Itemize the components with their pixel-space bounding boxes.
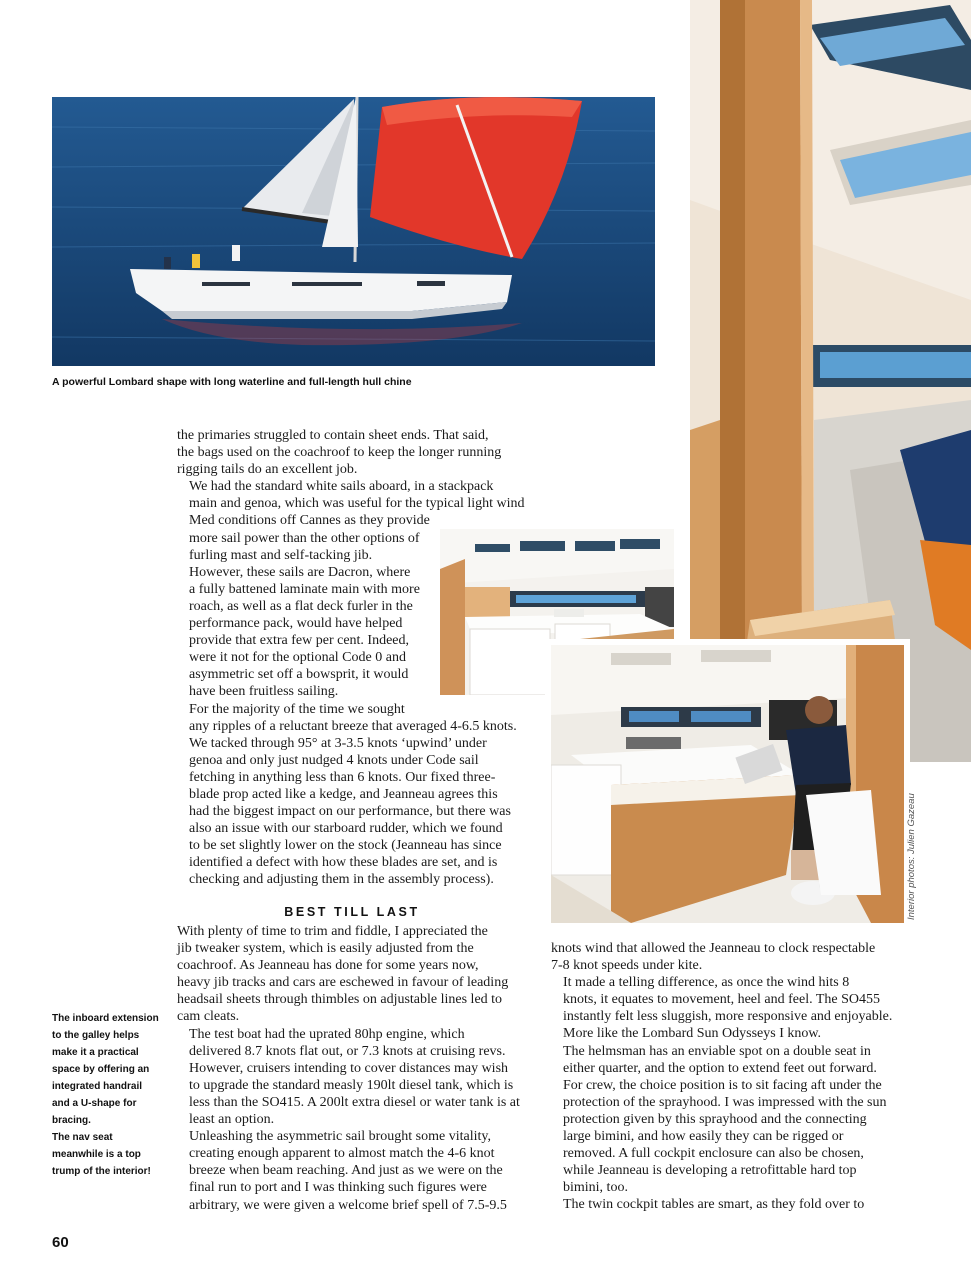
text-line: The test boat had the uprated 80hp engine, which [189, 1026, 465, 1042]
text-line: More like the Lombard Sun Odysseys I know. [563, 1026, 822, 1042]
article-paragraph [177, 1026, 537, 1129]
text-line: We tacked through 95° at 3-3.5 knots ‘upwind’ under [189, 735, 487, 751]
text-line: For crew, the choice position is to sit facing aft under the [563, 1077, 882, 1093]
text-line: provide that extra few per cent. Indeed, [189, 633, 410, 649]
text-line: It made a telling difference, as once the wind hits 8 [563, 975, 850, 991]
article-paragraph [177, 564, 537, 701]
article-paragraph [551, 974, 911, 1042]
side-caption [52, 1010, 160, 1180]
text-line: also an issue with our starboard rudder, which we found [189, 821, 503, 837]
text-line: However, these sails are Dacron, where [189, 564, 411, 580]
article-paragraph [177, 923, 537, 1026]
text-line: The twin cockpit tables are smart, as they fold over to [563, 1197, 865, 1213]
text-line: identified a defect with how these blades are set, and is [189, 855, 498, 871]
article-paragraph [177, 478, 537, 563]
article-paragraph [551, 1196, 911, 1213]
text-line: protection of the sprayhood. I was impressed with the sun [563, 1094, 887, 1110]
text-line: With plenty of time to trim and fiddle, I appreciated the [177, 924, 488, 939]
text-line: delivered 8.7 knots flat out, or 7.3 knots at cruising revs. [189, 1043, 506, 1059]
text-line: the bags used on the coachroof to keep the longer running [177, 445, 502, 461]
article-paragraph [551, 940, 911, 974]
text-line: jib tweaker system, which is easily adjusted from the [177, 941, 474, 957]
text-line: bimini, too. [563, 1180, 628, 1196]
text-line: breeze when beam reaching. And just as we were on the [189, 1163, 503, 1179]
text-line: large bimini, and how easily they can be rigged or [563, 1129, 844, 1145]
text-line: knots, it equates to movement, heel and feel. The SO455 [563, 992, 881, 1008]
text-line: 7-8 knot speeds under kite. [551, 958, 703, 974]
photo-credit: Interior photos: Julien Gazeau [906, 793, 917, 920]
text-line: asymmetric set off a bowsprit, it would [189, 667, 409, 683]
text-line: main and genoa, which was useful for the typical light wind [189, 496, 525, 512]
text-line: the primaries struggled to contain sheet ends. That said, [177, 428, 489, 443]
text-line: a fully battened laminate main with more [189, 581, 420, 597]
text-line: were it not for the optional Code 0 and [189, 650, 406, 666]
text-line: rigging tails do an excellent job. [177, 462, 358, 478]
side-caption-line: The nav seat meanwhile is a top trump of the interior! [52, 1132, 151, 1177]
text-line: headsail sheets through thimbles on adjustable lines led to [177, 992, 503, 1008]
page-number: 60 [52, 1234, 69, 1251]
photo-caption: A powerful Lombard shape with long waterline and full-length hull chine [52, 376, 412, 388]
text-line: instantly felt less sluggish, more responsive and enjoyable. [563, 1009, 893, 1025]
article-paragraph [551, 1043, 911, 1197]
nav-station-photo [551, 645, 904, 923]
text-line: genoa and only just nudged 4 knots under Code sail [189, 752, 479, 768]
article-column-c [551, 940, 911, 1214]
text-line: performance pack, would have helped [189, 616, 403, 632]
text-line: cam cleats. [177, 1009, 240, 1025]
article-paragraph [177, 1128, 537, 1213]
text-line: furling mast and self-tacking jib. [189, 547, 373, 563]
text-line: any ripples of a reluctant breeze that averaged 4-6.5 knots. [189, 718, 517, 734]
text-line: removed. A full cockpit enclosure can also be chosen, [563, 1146, 864, 1162]
text-line: have been fruitless sailing. [189, 684, 339, 700]
text-line: final run to port and I was thinking such figures were [189, 1180, 487, 1196]
text-line: less than the SO415. A 200lt extra diesel or water tank is at [189, 1094, 520, 1110]
text-line: more sail power than the other options of [189, 530, 420, 546]
text-line: heavy jib tracks and cars are eschewed in favour of leading [177, 975, 509, 991]
text-line: while Jeanneau is developing a retrofittable hard top [563, 1163, 857, 1179]
text-line: blade prop acted like a kedge, and Jeanneau agrees this [189, 786, 498, 802]
article-paragraph [177, 701, 537, 889]
sailing-photo [52, 97, 655, 366]
text-line: We had the standard white sails aboard, in a stackpack [189, 479, 494, 495]
text-line: protection given by this sprayhood and the connecting [563, 1111, 867, 1127]
text-line: For the majority of the time we sought [189, 701, 405, 717]
text-line: knots wind that allowed the Jeanneau to clock respectable [551, 941, 876, 956]
text-line: either quarter, and the option to extend feet out forward. [563, 1060, 877, 1076]
section-heading: BEST TILL LAST [284, 905, 420, 919]
article-column-b [177, 923, 537, 1214]
text-line: fetching in anything less than 6 knots. Our fixed three- [189, 769, 496, 785]
text-line: Med conditions off Cannes as they provide [189, 513, 430, 529]
text-line: least an option. [189, 1112, 275, 1128]
text-line: However, cruisers intending to cover distances may wish [189, 1060, 509, 1076]
text-line: had the biggest impact on our performance, but there was [189, 804, 511, 820]
text-line: arbitrary, we were given a welcome brief spell of 7.5-9.5 [189, 1197, 507, 1213]
text-line: roach, as well as a flat deck furler in the [189, 598, 413, 614]
text-line: checking and adjusting them in the assembly process). [189, 872, 494, 888]
text-line: Unleashing the asymmetric sail brought some vitality, [189, 1129, 491, 1145]
text-line: to be set slightly lower on the stock (Jeanneau has since [189, 838, 502, 854]
text-line: coachroof. As Jeanneau has done for some years now, [177, 958, 479, 974]
text-line: to upgrade the standard measly 190lt diesel tank, which is [189, 1077, 514, 1093]
text-line: The helmsman has an enviable spot on a double seat in [563, 1043, 871, 1059]
article-column-a [177, 427, 537, 889]
side-caption-line: The inboard extension to the galley helps make it a practical space by offering an integrated handrail and a U-shape for bracing. [52, 1013, 159, 1126]
article-paragraph [177, 427, 537, 478]
text-line: creating enough apparent to almost match the 4-6 knot [189, 1146, 495, 1162]
